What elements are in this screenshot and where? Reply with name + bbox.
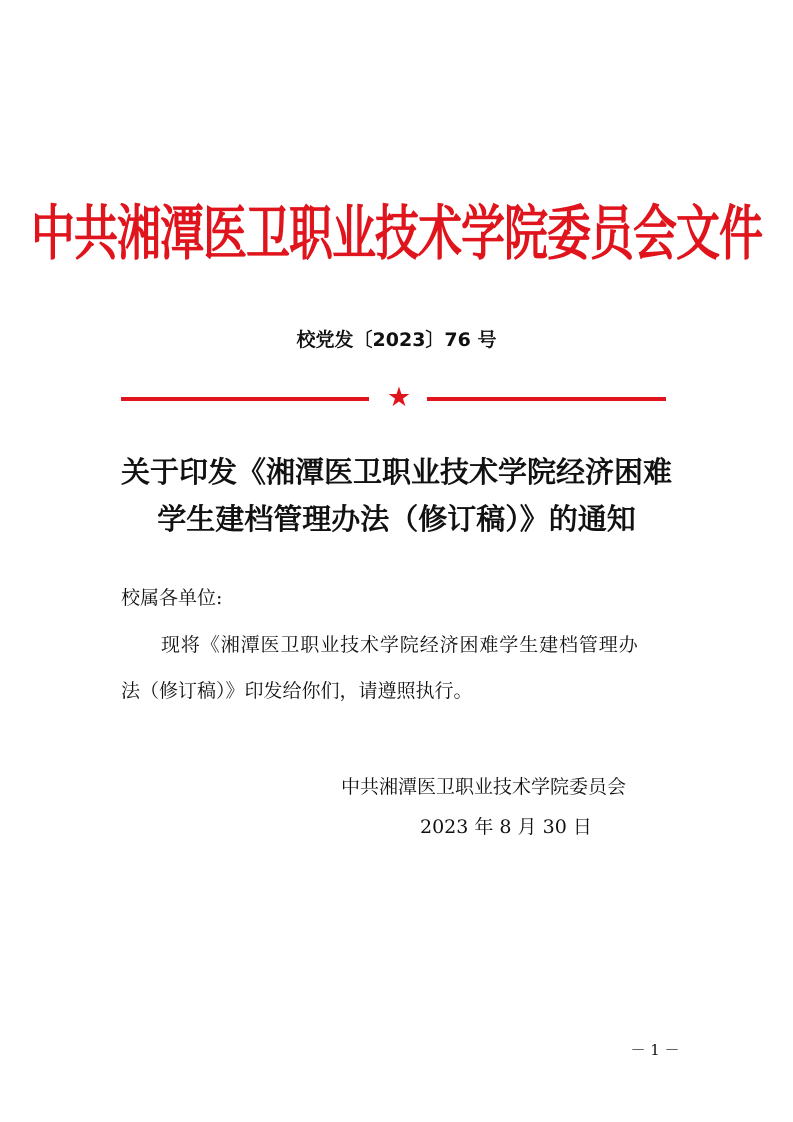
- body-paragraph-line-1: 现将《湘潭医卫职业技术学院经济困难学生建档管理办: [161, 634, 639, 656]
- signature-date: 2023 年 8 月 30 日: [420, 816, 592, 838]
- notice-title-line-1: 关于印发《湘潭医卫职业技术学院经济困难: [120, 455, 672, 489]
- page-number: － 1 －: [630, 1041, 680, 1059]
- notice-title-line-2: 学生建档管理办法（修订稿）》的通知: [157, 502, 636, 536]
- red-star-icon: ★: [386, 382, 412, 413]
- signature-organization: 中共湘潭医卫职业技术学院委员会: [341, 776, 627, 798]
- red-divider-right: [427, 397, 666, 401]
- document-number: 校党发〔2023〕76 号: [296, 329, 497, 351]
- body-paragraph-line-2: 法（修订稿）》印发给你们，请遵照执行。: [121, 680, 473, 702]
- addressee: 校属各单位:: [121, 587, 223, 609]
- document-header-title: 中共湘潭医卫职业技术学院委员会文件: [31, 200, 762, 269]
- red-divider-left: [121, 397, 369, 401]
